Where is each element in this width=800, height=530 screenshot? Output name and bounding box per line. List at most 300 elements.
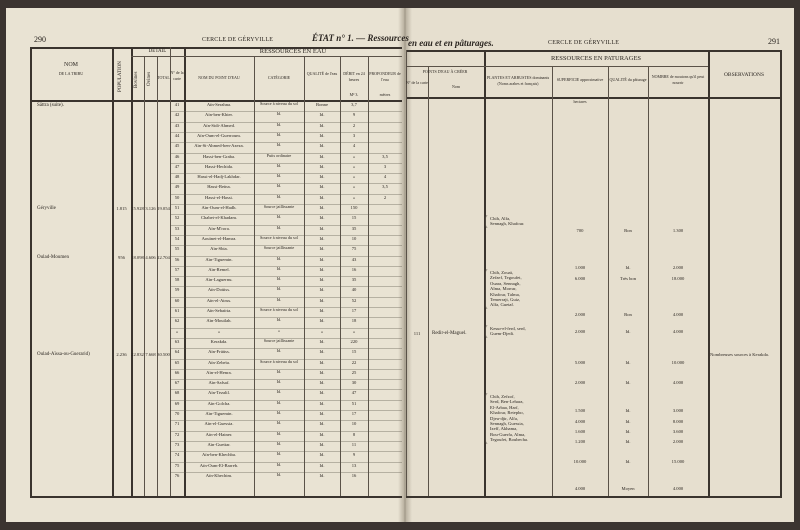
col-header-detail: DÉTAIL — [148, 49, 167, 54]
water-category: Source à niveau du sol — [260, 101, 298, 106]
column-rule — [144, 56, 145, 496]
rule — [406, 66, 484, 67]
pasture-superficie: 4.000 — [574, 419, 586, 424]
tribe-name: Géryville — [37, 206, 56, 211]
tribe-ovines: 4.606 — [145, 255, 156, 260]
water-debit: 47 — [351, 390, 357, 396]
tribe-name: Oulad-Aïssa-ou-Guerarid) — [37, 352, 90, 357]
water-point-name: Aïn-el-Atrus. — [206, 297, 232, 303]
pasture-superficie: 2.000 — [574, 380, 586, 385]
water-point-name: Aïn-Sbia. — [210, 246, 228, 252]
row-number: » — [175, 328, 179, 334]
water-category: Id. — [276, 317, 282, 323]
row-number: 52 — [174, 215, 180, 221]
water-quality: Id. — [319, 297, 325, 303]
water-debit: 35 — [351, 277, 357, 283]
pasture-superficie: 6.000 — [574, 276, 586, 281]
rule — [184, 56, 402, 57]
tribe-total: 30.500 — [157, 352, 170, 357]
water-category: Id. — [276, 471, 282, 477]
water-point-name: Aïn-M'rora. — [208, 225, 230, 231]
col-header-observations: OBSERVATIONS — [723, 72, 765, 78]
water-category: » — [277, 327, 281, 333]
water-point-name: Aïn-Si-Ahmed-ben-Azeza. — [194, 143, 244, 149]
water-debit: 13 — [351, 462, 357, 468]
water-quality: Id. — [319, 163, 325, 169]
observation-note: Nombreuses sources à Kerakda. — [710, 352, 769, 357]
col-header-ovines: Ovines — [147, 71, 152, 86]
water-quality: Id. — [319, 215, 325, 221]
water-category: Id. — [276, 420, 282, 426]
water-point-name: Aïn-Safsaf. — [208, 380, 230, 386]
water-point-name: Chabet-el-Khadam. — [200, 215, 238, 221]
water-category: Id. — [276, 368, 282, 374]
water-category: Source à niveau du sol — [260, 307, 298, 312]
water-debit: » — [352, 153, 356, 159]
col-header-superficie: SUPERFICIE approximative — [556, 77, 604, 82]
water-debit: 15 — [351, 349, 357, 355]
pasture-sheep-count: 10.000 — [671, 360, 685, 365]
water-point-name: Aïn-Remel. — [208, 266, 230, 272]
water-debit: 150 — [350, 205, 358, 210]
water-category: Id. — [276, 440, 282, 446]
water-debit: 51 — [351, 400, 357, 406]
water-category: Id. — [276, 224, 282, 230]
water-point-name: Aïn-Laguernu. — [205, 277, 233, 283]
water-debit: » — [352, 194, 356, 200]
water-quality: Id. — [319, 441, 325, 447]
water-category: Id. — [276, 276, 282, 282]
row-number: 49 — [174, 184, 180, 190]
water-debit: 4 — [352, 143, 356, 149]
row-number: 41 — [174, 102, 180, 107]
pasture-sheep-count: 4.000 — [672, 329, 684, 334]
water-quality: Id. — [319, 421, 325, 427]
tribe-bovines: 22.832 — [131, 352, 144, 357]
pasture-quality: Bon — [624, 228, 632, 233]
row-number: 61 — [174, 308, 180, 313]
water-category: Id. — [276, 131, 282, 137]
row-number: 67 — [174, 380, 180, 386]
row-number: 62 — [174, 318, 180, 324]
table-title: ÉTAT n° 1. — Ressources — [312, 33, 409, 43]
water-category: Id. — [276, 255, 282, 261]
pasture-plants: Kesur-el-ferd, serd, Guem-Djedi. — [490, 326, 526, 337]
water-category: Source à niveau du sol — [260, 234, 298, 240]
col-header-qualite: QUALITÉ de l'eau — [306, 71, 338, 76]
water-point-name: Hassi-el-Hassi. — [205, 194, 233, 200]
water-debit: 52 — [351, 297, 357, 303]
water-category: Id. — [276, 121, 282, 127]
pasture-superficie: 700 — [576, 228, 584, 233]
water-quality: Id. — [319, 462, 325, 468]
water-debit: 3,7 — [351, 102, 357, 107]
pasture-sheep-count: 2.000 — [672, 439, 684, 444]
row-number: 42 — [174, 112, 180, 118]
col-header-no: N° de la carte — [170, 70, 184, 81]
water-category: Id. — [276, 286, 282, 292]
water-category: Id. — [276, 410, 282, 415]
water-depth: 3,5 — [382, 153, 388, 159]
water-debit: 16 — [351, 472, 357, 478]
pasture-quality: Très bon — [619, 276, 637, 281]
water-point-name: Aïn-Golcha. — [207, 400, 231, 406]
tribe-total: 22.704 — [157, 255, 170, 260]
row-number: 56 — [174, 256, 180, 262]
water-category: Source à niveau du sol — [260, 358, 298, 364]
pasture-quality: Id. — [625, 429, 631, 434]
water-debit: 25 — [351, 369, 357, 375]
row-number: 69 — [174, 400, 180, 406]
brace — [485, 269, 489, 309]
water-quality: Id. — [319, 359, 325, 365]
col-header-categorie: CATÉGORIE — [267, 75, 291, 80]
water-quality: Id. — [319, 256, 325, 262]
water-category: Id. — [276, 111, 282, 117]
water-debit: » — [352, 184, 356, 190]
column-rule — [708, 50, 710, 496]
row-number: 53 — [174, 225, 180, 231]
water-debit: 40 — [351, 287, 357, 293]
water-depth: 4 — [383, 174, 387, 180]
water-debit: 2 — [352, 122, 356, 128]
water-quality: Id. — [319, 349, 325, 355]
water-quality: Id. — [319, 174, 325, 180]
row-number: 51 — [174, 205, 180, 210]
water-debit: 17 — [351, 411, 357, 416]
unit-profondeur: mètres — [379, 92, 391, 97]
water-quality: Id. — [319, 235, 325, 241]
water-depth: 3 — [383, 163, 387, 169]
pasture-superficie: 1.000 — [574, 265, 586, 270]
water-quality: Id. — [319, 143, 325, 149]
row-number: 58 — [174, 277, 180, 283]
row-number: 63 — [174, 338, 180, 344]
tribe-bovines: 15.928 — [131, 206, 144, 211]
row-number: 44 — [174, 132, 180, 138]
row-number: 65 — [174, 359, 180, 365]
pasture-superficie: 1.500 — [574, 408, 586, 413]
tribe-bovines: 18.098 — [131, 255, 144, 260]
pasture-quality: Id. — [625, 380, 631, 385]
pasture-superficie: 1.600 — [574, 429, 586, 434]
pasture-quality: Id. — [625, 419, 631, 424]
tribe-name: Oulad-Moumen — [37, 255, 69, 260]
row-number: 60 — [174, 297, 180, 303]
col-header-nom-sub: DE LA TRIBU — [58, 71, 84, 76]
water-debit: 9 — [352, 112, 356, 118]
pasture-quality: Id. — [625, 265, 631, 270]
water-quality: Id. — [319, 318, 325, 324]
pasture-sheep-count: 8.000 — [672, 419, 684, 424]
brace — [485, 393, 489, 444]
water-point-name: Aïn-Doüiss. — [207, 287, 231, 293]
water-debit: 8 — [352, 431, 356, 437]
water-debit: » — [352, 174, 356, 180]
water-quality: Id. — [319, 205, 325, 210]
water-quality: Id. — [319, 472, 325, 478]
pasture-superficie: 2.000 — [574, 312, 586, 317]
water-debit: 10 — [351, 235, 357, 241]
water-debit: 3 — [352, 132, 356, 138]
water-category: Id. — [276, 183, 282, 189]
pasture-quality: Id. — [625, 408, 631, 413]
water-point-name: Kerakda. — [210, 338, 228, 344]
water-point-name: Aïn-Oum-el-Hadh. — [201, 205, 237, 210]
water-quality: Id. — [319, 225, 325, 231]
pasture-sheep-count: 2.000 — [672, 265, 684, 270]
water-point-name: Aïn-Sidi-Ahmed. — [202, 122, 236, 128]
water-quality: Id. — [319, 277, 325, 283]
column-rule — [406, 50, 407, 496]
water-quality: Id. — [319, 452, 325, 458]
water-quality: Id. — [319, 369, 325, 375]
col-header-qualite: QUALITÉ du pâturage — [609, 77, 647, 82]
water-point-name: Aïn-Khechim. — [205, 472, 233, 478]
pasture-sheep-count: 4.000 — [672, 312, 684, 317]
water-debit: 17 — [351, 308, 357, 313]
row-number: 70 — [174, 411, 180, 416]
water-category: Id. — [276, 296, 282, 302]
water-point-name: Aïn-Sebaïria. — [206, 308, 232, 313]
water-point-name: Hassi-ben-Graba. — [202, 153, 236, 159]
rule — [30, 496, 402, 498]
water-point-name: Aïn-ben-Khechba. — [201, 452, 237, 458]
pasture-plants: Chih, Zefzof, Serd, Ben-Lehara, El-Arbaa, Harf, Khafour, Retepbo, Djeu-djir, Alfa, Sennagh, Guessia, Izeff, Akhama, Bou-Guerfa, Alma, Tegoufet, Boubecha. — [490, 394, 529, 443]
pasture-sheep-count: 1.300 — [672, 228, 684, 233]
water-point-name: Hassi-Beïna. — [207, 184, 231, 190]
col-header-nom: Nom — [452, 84, 460, 89]
water-quality: Id. — [319, 411, 325, 416]
water-debit: 35 — [351, 225, 357, 231]
water-point-name: Aïn-Oum-el-Guerroum. — [196, 132, 241, 138]
column-rule — [131, 47, 133, 496]
tribe-name: Sättra (suite). — [37, 103, 64, 108]
water-quality: Id. — [319, 122, 325, 128]
col-header-bovines: Bovines — [134, 71, 139, 88]
water-category: Id. — [276, 430, 282, 436]
row-number: 71 — [174, 421, 180, 427]
row-number: 59 — [174, 287, 180, 293]
created-point-name: Redir-el-Maguel. — [432, 331, 467, 336]
row-number: 55 — [174, 246, 180, 252]
col-header-plantes: PLANTES ET ARBUSTES dominants (Noms arabes et français) — [486, 75, 550, 86]
water-quality: Id. — [319, 287, 325, 293]
brace — [485, 325, 489, 338]
water-category: Source jaillissante — [263, 337, 295, 343]
pasture-sheep-count: 4.000 — [672, 486, 684, 491]
water-point-name: Aïn-Mouilah. — [206, 318, 232, 324]
tribe-ovines: 7.668 — [145, 352, 156, 357]
water-category: Id. — [276, 214, 282, 220]
tribe-population: 1.815 — [116, 206, 127, 211]
water-point-name: Aïn-Früüss. — [208, 349, 230, 355]
water-category: Id. — [276, 461, 282, 467]
row-number: 57 — [174, 266, 180, 272]
row-number: 72 — [174, 431, 180, 437]
water-debit: 10 — [351, 421, 357, 427]
rule — [131, 56, 184, 57]
water-depth: 3,5 — [382, 184, 388, 190]
water-point-name: Aouïnet-el-Hamra. — [201, 235, 237, 241]
pasture-superficie: 10.000 — [573, 459, 587, 464]
water-quality: Id. — [319, 380, 325, 386]
row-number: 64 — [174, 349, 180, 355]
water-category: Source jaillissante — [263, 245, 295, 251]
water-depth: 2 — [383, 194, 387, 200]
col-header-points-a-creer: POINTS D'EAU À CRÉER — [422, 69, 468, 74]
pasture-quality: Id. — [625, 329, 631, 334]
row-number: 47 — [174, 163, 180, 169]
water-category: Id. — [276, 389, 282, 395]
water-category: Source jaillissante — [263, 204, 295, 209]
col-header-debit: DÉBIT en 24 heures — [343, 71, 365, 82]
water-point-name: Aïn-Tiguemin. — [205, 256, 233, 262]
water-debit: 18 — [351, 318, 357, 324]
water-debit: » — [352, 163, 356, 169]
col-header-ressources: RESSOURCES EN EAU — [259, 48, 327, 55]
rule — [406, 496, 782, 498]
water-point-name: Aïn-Oum-El-Barreb. — [199, 462, 239, 468]
row-number: 43 — [174, 122, 180, 128]
row-number: 66 — [174, 369, 180, 375]
pasture-superficie: 4.000 — [574, 486, 586, 491]
rule — [406, 50, 782, 52]
water-point-name: Aïn-el-Guessia. — [204, 421, 234, 427]
water-debit: 9 — [352, 452, 356, 458]
pasture-superficie: 2.000 — [574, 329, 586, 334]
pasture-sheep-count: 4.000 — [672, 380, 684, 385]
unit-debit: M³ 3. — [349, 92, 359, 97]
brace — [485, 215, 489, 228]
pasture-sheep-count: 3.600 — [672, 429, 684, 434]
water-point-name: Aïn-ben-Khier. — [205, 112, 233, 118]
row-number: 68 — [174, 390, 180, 396]
pasture-superficie: 5.000 — [574, 360, 586, 365]
col-header-total: TOTAL — [157, 75, 170, 80]
water-quality: Id. — [319, 194, 325, 200]
water-point-name: Aïn-Tiguemin. — [205, 411, 233, 416]
water-quality: Id. — [319, 266, 325, 272]
water-quality: » — [320, 328, 324, 334]
water-point-name: Hassi-el-Hadj-Lakhdar. — [197, 174, 241, 180]
water-quality: Id. — [319, 308, 325, 313]
column-rule — [157, 56, 158, 496]
water-quality: Bonne — [316, 102, 328, 107]
pasture-quality: Id. — [625, 360, 631, 365]
water-debit: 30 — [351, 380, 357, 386]
tribe-population: 2.236 — [116, 352, 127, 357]
row-number: 75 — [174, 462, 180, 468]
pasture-quality: Id. — [625, 439, 631, 444]
water-category: Id. — [276, 162, 282, 168]
water-debit: 75 — [351, 246, 357, 252]
water-debit: 22 — [351, 359, 357, 365]
water-category: Id. — [276, 451, 282, 457]
row-number: 54 — [174, 235, 180, 241]
water-category: Id. — [276, 379, 282, 385]
water-quality: Id. — [319, 246, 325, 252]
rule — [780, 50, 782, 496]
column-rule — [112, 47, 114, 496]
water-point-name: Aïn-el-Hainer. — [205, 431, 233, 437]
water-point-name: Hassi-Hechida. — [204, 163, 234, 169]
water-quality: Id. — [319, 338, 325, 344]
water-debit: 43 — [351, 256, 357, 262]
water-category: Puits ordinaire — [266, 152, 292, 158]
pasture-quality: Id. — [625, 459, 631, 464]
pasture-superficie: 1.200 — [574, 439, 586, 444]
unit-superficie: hectares — [573, 99, 587, 104]
pasture-sheep-count: 15.000 — [671, 459, 685, 464]
table-title-cont: en eau et en pâturages. — [408, 38, 494, 48]
row-number: 73 — [174, 441, 180, 447]
pasture-quality: Moyen — [621, 486, 635, 491]
pasture-sheep-count: 3.000 — [672, 408, 684, 413]
tribe-population: 956 — [118, 255, 125, 260]
water-quality: Id. — [319, 400, 325, 406]
water-point-name: Aïn-Tezalil. — [208, 390, 230, 396]
water-point-name: Aïn-Serahna. — [206, 102, 232, 107]
column-rule — [428, 66, 429, 496]
row-number: 48 — [174, 174, 180, 180]
water-debit: 16 — [351, 266, 357, 272]
water-debit: » — [352, 328, 356, 334]
water-category: Id. — [276, 399, 282, 405]
water-quality: Id. — [319, 153, 325, 159]
col-header-no: N° de la carte — [406, 80, 428, 85]
page-number: 290 — [34, 35, 46, 44]
pasture-sheep-count: 18.000 — [671, 276, 685, 281]
water-debit: 220 — [350, 338, 358, 344]
water-category: Id. — [276, 348, 282, 354]
water-quality: Id. — [319, 184, 325, 190]
col-header-profondeur: PROFONDEUR de l'eau — [369, 71, 401, 82]
running-head: CERCLE DE GÉRYVILLE — [548, 40, 620, 46]
water-quality: Id. — [319, 390, 325, 396]
water-category: Id. — [276, 142, 282, 148]
col-header-nombre: NOMBRE de moutons qu'il peut nourrir — [651, 74, 705, 85]
pasture-plants: Chih, Zouaï, Zefzef, Tegoufet, Ouara, Sennagh, Alma, Morrar, Khafour, Talma, Temerrajt, Guiz, Alfa, Guetaf. — [490, 270, 522, 308]
row-number: 50 — [174, 194, 180, 200]
water-category: Id. — [276, 265, 282, 271]
col-header-pastures: RESSOURCES EN PATURAGES — [550, 55, 642, 62]
page-number: 291 — [768, 37, 780, 46]
row-number: 46 — [174, 153, 180, 159]
row-number: 45 — [174, 143, 180, 149]
water-debit: 11 — [351, 441, 357, 447]
water-category: Id. — [276, 193, 282, 199]
col-header-point: NOM DU POINT D'EAU — [198, 75, 240, 80]
water-point-name: Aïn-el-Henra. — [206, 369, 232, 375]
water-quality: Id. — [319, 132, 325, 138]
tribe-total: 19.054 — [157, 206, 170, 211]
water-point-name: Aïn-Guettar. — [207, 441, 231, 447]
col-header-population: POPULATION — [118, 61, 123, 92]
water-category: Id. — [276, 173, 282, 179]
row-number: 76 — [174, 472, 180, 478]
row-number: 74 — [174, 452, 180, 458]
created-point-number: 111 — [413, 331, 421, 336]
running-head: CERCLE DE GÉRYVILLE — [202, 37, 274, 43]
water-point-name: » — [217, 328, 221, 334]
water-debit: 15 — [351, 215, 357, 221]
water-point-name: Aïn-Zebeïa. — [207, 359, 231, 365]
rule — [30, 47, 32, 496]
col-header-nom: NOM — [63, 62, 78, 68]
water-quality: Id. — [319, 431, 325, 437]
water-quality: Id. — [319, 112, 325, 118]
